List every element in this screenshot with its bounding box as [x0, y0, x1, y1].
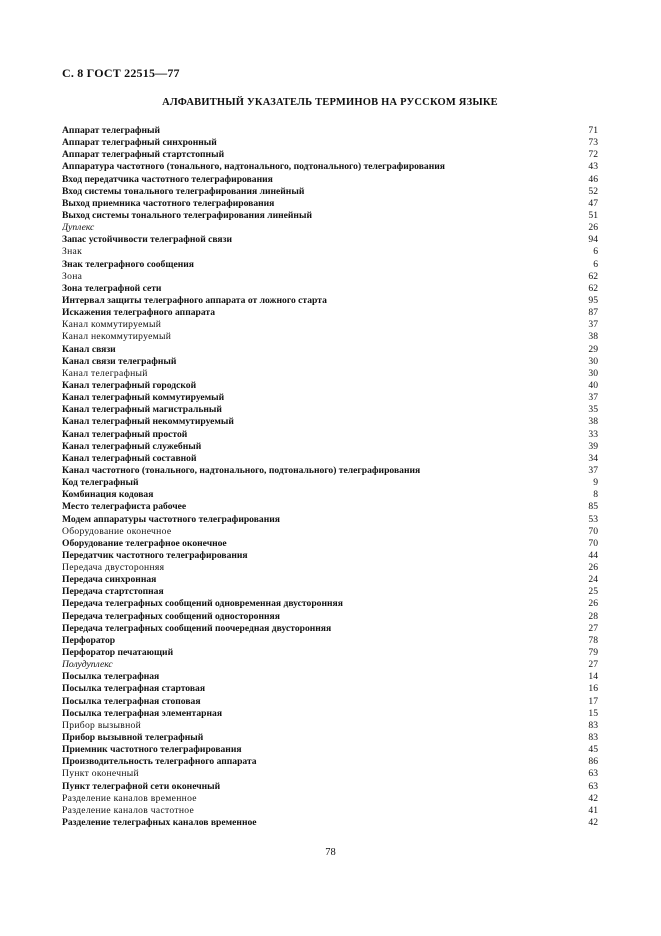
index-term-number: 26 — [588, 222, 598, 234]
index-term-number: 29 — [588, 343, 598, 355]
index-term-number: 45 — [588, 744, 598, 756]
index-term: Аппарат телеграфный синхронный — [62, 137, 217, 149]
index-term: Аппаратура частотного (тонального, надтонального, подтонального) телеграфирования — [62, 161, 445, 173]
index-entry — [62, 659, 598, 671]
index-term: Вход системы тонального телеграфирования линейный — [62, 185, 305, 197]
index-entry — [62, 805, 598, 817]
index-term-number: 72 — [588, 149, 598, 161]
section-title: АЛФАВИТНЫЙ УКАЗАТЕЛЬ ТЕРМИНОВ НА РУССКОМ ЯЗЫКЕ — [162, 97, 498, 108]
index-term: Передача синхронная — [62, 574, 157, 586]
index-term-number: 73 — [588, 137, 598, 149]
index-entry — [62, 210, 598, 222]
index-term: Передача телеграфных сообщений односторонняя — [62, 610, 280, 622]
index-entry — [62, 635, 598, 647]
index-entry — [62, 756, 598, 768]
term-index-list — [62, 125, 598, 829]
index-entry — [62, 416, 598, 428]
index-term: Канал связи телеграфный — [62, 355, 177, 367]
index-entry — [62, 319, 598, 331]
index-term-number: 25 — [588, 586, 598, 598]
index-term-number: 6 — [593, 258, 598, 270]
index-entry — [62, 671, 598, 683]
index-term-number: 83 — [588, 732, 598, 744]
index-term: Канал телеграфный городской — [62, 379, 197, 391]
index-term: Разделение телеграфных каналов временное — [62, 817, 257, 829]
index-term: Передача телеграфных сообщений одновременная двусторонняя — [62, 598, 343, 610]
index-term: Дуплекс — [62, 222, 95, 234]
index-term-number: 26 — [588, 562, 598, 574]
index-entry — [62, 125, 598, 137]
index-entry — [62, 246, 598, 258]
index-term-number: 15 — [588, 707, 598, 719]
index-entry — [62, 295, 598, 307]
index-term-number: 27 — [588, 659, 598, 671]
index-entry — [62, 574, 598, 586]
index-term-number: 41 — [588, 804, 598, 816]
index-term-number: 33 — [588, 428, 598, 440]
index-entry — [62, 441, 598, 453]
index-entry — [62, 234, 598, 246]
index-term-number: 47 — [588, 197, 598, 209]
index-entry — [62, 465, 598, 477]
index-term: Полудуплекс — [62, 659, 113, 671]
index-term-number: 51 — [588, 209, 598, 221]
index-term: Модем аппаратуры частотного телеграфирования — [62, 513, 280, 525]
index-term: Запас устойчивости телеграфной связи — [62, 234, 233, 246]
index-term: Перфоратор — [62, 634, 116, 646]
index-entry — [62, 368, 598, 380]
index-term-number: 37 — [588, 464, 598, 476]
index-term: Зона телеграфной сети — [62, 282, 162, 294]
index-term: Код телеграфный — [62, 477, 139, 489]
index-entry — [62, 732, 598, 744]
index-term-number: 86 — [588, 756, 598, 768]
page-header: С. 8 ГОСТ 22515—77 — [62, 66, 180, 80]
index-term: Оборудование телеграфное оконечное — [62, 537, 227, 549]
index-term: Канал телеграфный служебный — [62, 440, 202, 452]
index-entry — [62, 186, 598, 198]
index-term-number: 94 — [588, 234, 598, 246]
index-term-number: 30 — [588, 367, 598, 379]
index-term-number: 17 — [588, 695, 598, 707]
index-entry — [62, 453, 598, 465]
index-term: Оборудование оконечное — [62, 525, 172, 537]
index-term-number: 39 — [588, 440, 598, 452]
index-entry — [62, 259, 598, 271]
index-entry — [62, 647, 598, 659]
index-entry — [62, 793, 598, 805]
index-entry — [62, 598, 598, 610]
index-term-number: 24 — [588, 574, 598, 586]
index-term-number: 8 — [593, 489, 598, 501]
index-term-number: 87 — [588, 307, 598, 319]
index-entry — [62, 611, 598, 623]
index-term: Приемник частотного телеграфирования — [62, 744, 242, 756]
index-term: Посылка телеграфная стартовая — [62, 683, 206, 695]
index-term: Передача телеграфных сообщений поочередная двусторонняя — [62, 622, 332, 634]
index-entry — [62, 562, 598, 574]
index-term: Выход приемника частотного телеграфирования — [62, 197, 275, 209]
index-term: Перфоратор печатающий — [62, 647, 174, 659]
index-entry — [62, 161, 598, 173]
index-term: Пункт телеграфной сети оконечный — [62, 780, 221, 792]
index-entry — [62, 781, 598, 793]
index-term-number: 63 — [588, 768, 598, 780]
index-entry — [62, 331, 598, 343]
index-term-number: 43 — [588, 161, 598, 173]
index-term: Искажения телеграфного аппарата — [62, 307, 216, 319]
index-term: Аппарат телеграфный стартстопный — [62, 149, 225, 161]
index-term-number: 95 — [588, 294, 598, 306]
index-entry — [62, 198, 598, 210]
index-entry — [62, 768, 598, 780]
index-term: Передача стартстопная — [62, 586, 164, 598]
index-entry — [62, 404, 598, 416]
index-term-number: 37 — [588, 319, 598, 331]
index-entry — [62, 526, 598, 538]
index-term: Посылка телеграфная элементарная — [62, 707, 223, 719]
index-entry — [62, 271, 598, 283]
index-term: Канал телеграфный составной — [62, 452, 197, 464]
index-term: Комбинация кодовая — [62, 489, 154, 501]
index-term: Вход передатчика частотного телеграфирования — [62, 173, 273, 185]
index-term-number: 62 — [588, 282, 598, 294]
index-term-number: 70 — [588, 537, 598, 549]
index-term: Прибор вызывной телеграфный — [62, 732, 204, 744]
index-term: Выход системы тонального телеграфирования линейный — [62, 209, 312, 221]
index-entry — [62, 222, 598, 234]
index-entry — [62, 149, 598, 161]
index-entry — [62, 356, 598, 368]
index-term: Знак — [62, 246, 83, 258]
index-term-number: 35 — [588, 404, 598, 416]
index-term: Место телеграфиста рабочее — [62, 501, 187, 513]
index-term-number: 26 — [588, 598, 598, 610]
index-entry — [62, 538, 598, 550]
index-term: Разделение каналов временное — [62, 792, 197, 804]
index-entry — [62, 392, 598, 404]
index-term-number: 14 — [588, 671, 598, 683]
index-term: Канал телеграфный коммутируемый — [62, 392, 225, 404]
index-term: Интервал защиты телеграфного аппарата от ложного старта — [62, 294, 327, 306]
index-term: Посылка телеграфная — [62, 671, 160, 683]
index-term: Производительность телеграфного аппарата — [62, 756, 257, 768]
index-entry — [62, 283, 598, 295]
index-term: Передача двусторонняя — [62, 562, 165, 574]
index-entry — [62, 174, 598, 186]
index-term: Канал телеграфный некоммутируемый — [62, 416, 234, 428]
index-term-number: 6 — [593, 246, 598, 258]
index-entry — [62, 817, 598, 829]
index-entry — [62, 514, 598, 526]
index-term: Аппарат телеграфный — [62, 125, 161, 136]
index-entry — [62, 623, 598, 635]
index-term-number: 44 — [588, 549, 598, 561]
index-entry — [62, 744, 598, 756]
index-term-number: 85 — [588, 501, 598, 513]
index-term: Разделение каналов частотное — [62, 804, 195, 816]
index-term-number: 79 — [588, 647, 598, 659]
index-term-number: 46 — [588, 173, 598, 185]
index-entry — [62, 477, 598, 489]
index-entry — [62, 708, 598, 720]
index-term: Пункт оконечный — [62, 768, 139, 780]
index-entry — [62, 550, 598, 562]
index-term: Канал коммутируемый — [62, 319, 162, 331]
index-term-number: 63 — [588, 780, 598, 792]
index-entry — [62, 501, 598, 513]
index-term-number: 62 — [588, 270, 598, 282]
index-term: Канал телеграфный простой — [62, 428, 188, 440]
index-entry — [62, 489, 598, 501]
index-term: Канал связи — [62, 343, 116, 355]
index-entry — [62, 137, 598, 149]
index-term-number: 52 — [588, 185, 598, 197]
index-term-number: 42 — [588, 817, 598, 829]
index-term-number: 37 — [588, 392, 598, 404]
index-term: Прибор вызывной — [62, 719, 142, 731]
index-entry — [62, 720, 598, 732]
index-term-number: 27 — [588, 622, 598, 634]
index-term: Знак телеграфного сообщения — [62, 258, 194, 270]
index-term: Канал телеграфный — [62, 367, 148, 379]
index-term-number: 38 — [588, 331, 598, 343]
index-entry — [62, 307, 598, 319]
index-term-number: 16 — [588, 683, 598, 695]
index-term-number: 42 — [588, 792, 598, 804]
index-term-number: 53 — [588, 513, 598, 525]
index-term-number: 40 — [588, 379, 598, 391]
index-term-number: 38 — [588, 416, 598, 428]
index-term-number: 78 — [588, 634, 598, 646]
page-number: 78 — [325, 847, 336, 858]
index-entry — [62, 696, 598, 708]
index-term-number: 70 — [588, 525, 598, 537]
index-term-number: 34 — [588, 452, 598, 464]
index-entry — [62, 429, 598, 441]
index-term-number: 9 — [593, 477, 598, 489]
index-term-number: 83 — [588, 719, 598, 731]
index-term: Зона — [62, 270, 83, 282]
index-entry — [62, 586, 598, 598]
index-term-number: 30 — [588, 355, 598, 367]
index-entry — [62, 380, 598, 392]
index-term-number: 71 — [588, 125, 598, 136]
index-term: Канал некоммутируемый — [62, 331, 172, 343]
index-term: Посылка телеграфная стоповая — [62, 695, 201, 707]
index-term: Канал частотного (тонального, надтонального, подтонального) телеграфирования — [62, 464, 421, 476]
index-entry — [62, 683, 598, 695]
index-entry — [62, 344, 598, 356]
index-term-number: 28 — [588, 610, 598, 622]
index-term: Канал телеграфный магистральный — [62, 404, 222, 416]
index-term: Передатчик частотного телеграфирования — [62, 549, 248, 561]
